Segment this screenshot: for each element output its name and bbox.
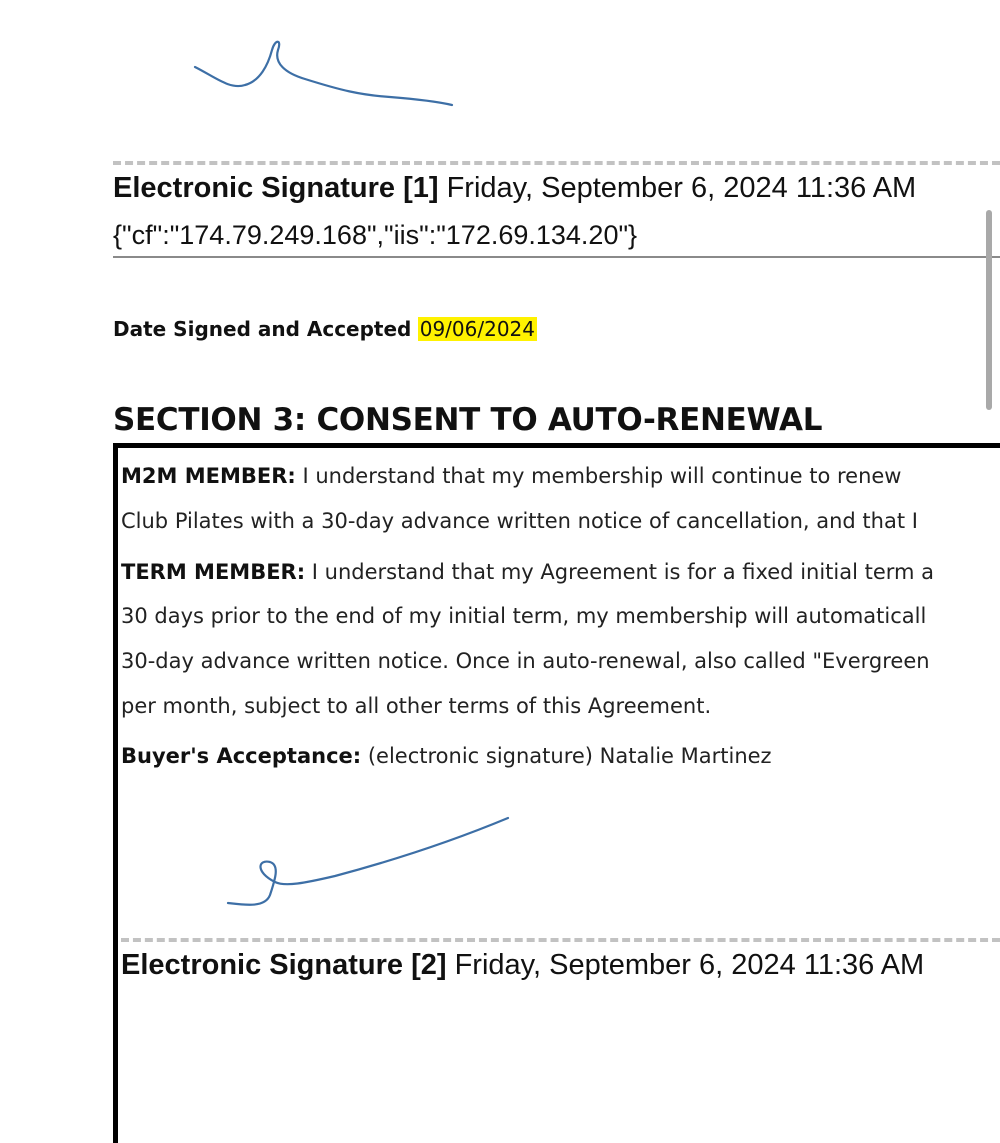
signature-2-drawing xyxy=(225,810,515,915)
esig-2-line xyxy=(121,949,924,982)
section-3-title: SECTION 3: CONSENT TO AUTO-RENEWAL xyxy=(113,402,823,438)
buyer-acceptance-label: Buyer's Acceptance: xyxy=(121,744,362,768)
date-signed-label: Date Signed and Accepted xyxy=(113,317,412,341)
esig-1-datetime: Friday, September 6, 2024 11:36 AM xyxy=(446,172,917,204)
esig-2-label: Electronic Signature [2] xyxy=(121,949,447,981)
buyer-acceptance-value: (electronic signature) Natalie Martinez xyxy=(367,744,772,768)
esig-1-rule xyxy=(113,256,1000,258)
buyer-acceptance-line xyxy=(121,744,772,768)
m2m-label: M2M MEMBER: xyxy=(121,464,296,488)
signature-1-drawing xyxy=(190,35,460,115)
date-signed-row xyxy=(113,317,537,341)
esig-1-label: Electronic Signature [1] xyxy=(113,172,439,204)
scrollbar-thumb[interactable] xyxy=(986,210,992,410)
term-line-4: per month, subject to all other terms of this Agreement. xyxy=(121,694,712,718)
term-label: TERM MEMBER: xyxy=(121,560,306,584)
term-line-3: 30-day advance written notice. Once in auto-renewal, also called "Evergreen xyxy=(121,649,930,673)
esig-2-datetime: Friday, September 6, 2024 11:36 AM xyxy=(454,949,925,981)
dashed-separator-1 xyxy=(113,161,1000,165)
term-line-1: TERM MEMBER: I understand that my Agreement is for a fixed initial term a xyxy=(121,560,935,584)
esig-1-line xyxy=(113,172,916,205)
m2m-line-2: Club Pilates with a 30-day advance written notice of cancellation, and that I xyxy=(121,509,918,533)
esig-1-ip-info: {"cf":"174.79.249.168","iis":"172.69.134.20"} xyxy=(113,220,638,250)
section-3-box xyxy=(113,443,1000,1143)
dashed-separator-2 xyxy=(121,938,1000,942)
m2m-line-1: M2M MEMBER: I understand that my membership will continue to renew xyxy=(121,464,902,488)
term-line-2: 30 days prior to the end of my initial term, my membership will automaticall xyxy=(121,604,927,628)
date-signed-value: 09/06/2024 xyxy=(419,317,536,341)
